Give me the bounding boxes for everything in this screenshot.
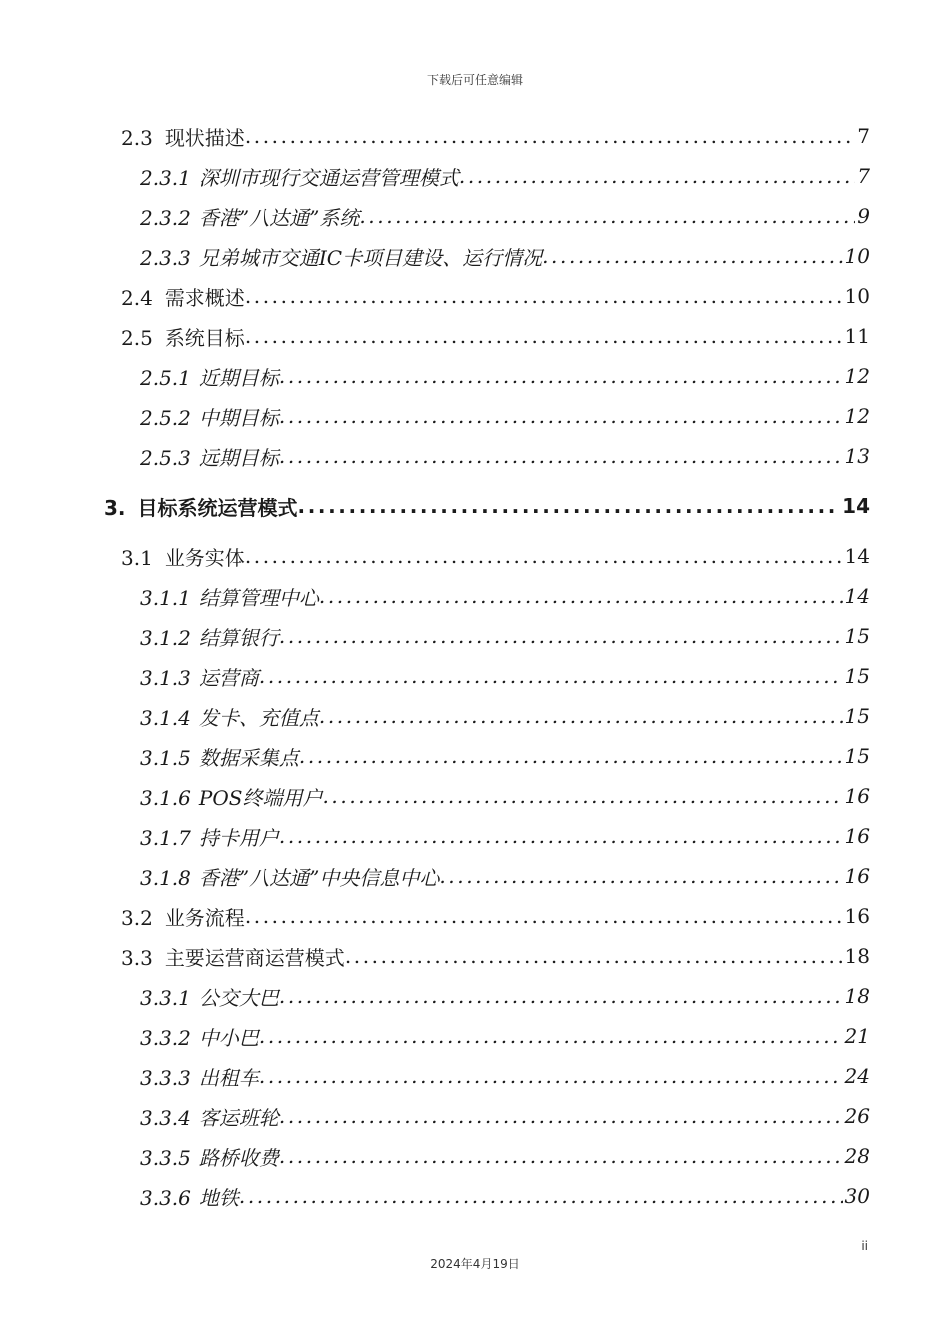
toc-entry[interactable] [121, 116, 870, 156]
toc-dot-leader [245, 284, 843, 308]
toc-entry-page: 14 [844, 584, 870, 608]
toc-dot-leader [279, 1144, 843, 1168]
toc-entry-number: 3.1.2 [140, 625, 191, 650]
toc-entry-number: 3.1.7 [140, 825, 191, 850]
toc-entry-label: 中小巴 [198, 1025, 259, 1050]
toc-entry[interactable] [140, 156, 870, 196]
toc-entry-title [140, 242, 542, 271]
toc-dot-leader [279, 984, 843, 1008]
toc-entry-number: 2.5.3 [140, 445, 191, 470]
toc-entry[interactable] [140, 576, 870, 616]
toc-entry-label: 香港”八达通”系统 [198, 205, 360, 230]
toc-entry-title [121, 122, 245, 151]
toc-entry-number: 2.3 [121, 125, 153, 150]
toc-dot-leader [542, 244, 842, 268]
toc-entry-title [140, 782, 322, 811]
toc-entry-number: 2.3.3 [140, 245, 191, 270]
toc-entry-label: 发卡、充值点 [198, 705, 319, 730]
toc-entry-title [140, 622, 279, 651]
toc-entry[interactable] [140, 196, 870, 236]
toc-entry-page: 11 [844, 324, 870, 348]
toc-entry-number: 2.3.2 [140, 205, 191, 230]
toc-entry-label: POS终端用户 [198, 785, 323, 810]
toc-entry-number: 3.1.8 [140, 865, 191, 890]
toc-entry-page: 9 [857, 204, 870, 228]
toc-entry[interactable] [140, 856, 870, 896]
toc-entry[interactable] [140, 236, 870, 276]
toc-entry[interactable] [121, 936, 870, 976]
toc-entry-title [140, 362, 279, 391]
toc-entry-page: 16 [844, 784, 870, 808]
toc-entry-title [140, 582, 319, 611]
toc-dot-leader [245, 544, 843, 568]
toc-entry-label: 近期目标 [198, 365, 279, 390]
toc-dot-leader [279, 404, 843, 428]
toc-entry-title [140, 1062, 259, 1091]
toc-entry-page: 16 [844, 904, 870, 928]
toc-entry-page: 7 [857, 124, 870, 148]
toc-entry[interactable] [140, 656, 870, 696]
toc-dot-leader [259, 664, 843, 688]
toc-entry-number: 3.3.3 [140, 1065, 191, 1090]
toc-entry-page: 15 [844, 744, 870, 768]
toc-entry-page: 14 [842, 494, 870, 518]
toc-entry-number: 2.5.1 [140, 365, 191, 390]
toc-entry-label: 系统目标 [164, 325, 245, 350]
toc-dot-leader [245, 324, 843, 348]
toc-entry-title [140, 662, 259, 691]
toc-dot-leader [345, 944, 843, 968]
toc-entry-page: 15 [844, 624, 870, 648]
toc-dot-leader [322, 784, 842, 808]
toc-entry-title [140, 162, 459, 191]
toc-entry-title [121, 322, 245, 351]
toc-dot-leader [319, 584, 843, 608]
page-number: ii [861, 1239, 868, 1253]
toc-dot-leader [298, 494, 841, 518]
toc-entry-page: 16 [844, 824, 870, 848]
toc-entry-page: 7 [857, 164, 870, 188]
toc-dot-leader [319, 704, 843, 728]
toc-entry-number: 2.3.1 [140, 165, 191, 190]
toc-entry[interactable] [140, 1176, 870, 1216]
toc-entry-number: 3.1.3 [140, 665, 191, 690]
toc-entry-number: 2.5.2 [140, 405, 191, 430]
toc-entry[interactable] [140, 1096, 870, 1136]
toc-entry-label: 中期目标 [198, 405, 279, 430]
toc-entry-label: 深圳市现行交通运营管理模式 [198, 165, 459, 190]
toc-entry-page: 26 [844, 1104, 870, 1128]
toc-entry-number: 3.3.5 [140, 1145, 191, 1170]
toc-entry-page: 16 [844, 864, 870, 888]
toc-entry-title [140, 442, 279, 471]
toc-entry[interactable] [140, 736, 870, 776]
toc-entry-page: 15 [844, 664, 870, 688]
toc-entry-page: 18 [844, 984, 870, 1008]
toc-dot-leader [279, 824, 843, 848]
toc-entry-page: 10 [844, 244, 870, 268]
toc-entry-page: 21 [844, 1024, 870, 1048]
toc-entry-label: 出租车 [198, 1065, 259, 1090]
toc-entry[interactable] [104, 486, 870, 526]
toc-entry-title [121, 282, 245, 311]
toc-dot-leader [279, 1104, 843, 1128]
toc-entry-label: 持卡用户 [198, 825, 279, 850]
toc-dot-leader [279, 624, 843, 648]
toc-entry[interactable] [140, 1136, 870, 1176]
toc-entry-page: 15 [844, 704, 870, 728]
toc-entry-label: 业务实体 [164, 545, 245, 570]
toc-entry-number: 3.2 [121, 905, 153, 930]
toc-entry-title [140, 822, 279, 851]
toc-dot-leader [259, 1064, 843, 1088]
toc-dot-leader [439, 864, 842, 888]
toc-entry-number: 3.1 [121, 545, 153, 570]
toc-entry-title [140, 1022, 259, 1051]
toc-dot-leader [459, 164, 855, 188]
toc-entry[interactable] [140, 356, 870, 396]
toc-entry-label: 结算管理中心 [198, 585, 319, 610]
toc-entry-page: 12 [844, 404, 870, 428]
toc-entry-page: 30 [844, 1184, 870, 1208]
toc-entry-page: 18 [844, 944, 870, 968]
toc-entry-label: 结算银行 [198, 625, 279, 650]
toc-dot-leader [359, 204, 855, 228]
toc-entry-title [104, 492, 298, 521]
page-footer-date: 2024年4月19日 [430, 1257, 520, 1271]
toc-entry-title [140, 1142, 279, 1171]
toc-entry-title [140, 982, 279, 1011]
toc-entry[interactable] [121, 276, 870, 316]
toc-entry-label: 远期目标 [198, 445, 279, 470]
toc-entry-label: 客运班轮 [198, 1105, 279, 1130]
page-header: 下载后可任意编辑 [426, 73, 523, 87]
toc-entry-number: 3.3.4 [140, 1105, 191, 1130]
toc-entry-title [140, 742, 299, 771]
toc-entry-title [121, 902, 245, 931]
toc-dot-leader [239, 1184, 843, 1208]
toc-entry-number: 3.3 [121, 945, 153, 970]
toc-entry-label: 公交大巴 [198, 985, 279, 1010]
toc-entry-number: 3.1.5 [140, 745, 191, 770]
toc-entry-number: 3.3.2 [140, 1025, 191, 1050]
toc-entry-page: 10 [844, 284, 870, 308]
toc-entry-label: 地铁 [198, 1185, 239, 1210]
toc-entry-number: 3.1.1 [140, 585, 191, 610]
toc-entry-label: 主要运营商运营模式 [164, 945, 345, 970]
toc-entry-number: 3.1.6 [140, 785, 191, 810]
toc-entry-title [121, 942, 345, 971]
toc-entry[interactable] [121, 316, 870, 356]
toc-entry-label: 需求概述 [164, 285, 245, 310]
toc-entry-number: 3. [104, 495, 126, 520]
toc-entry-page: 28 [844, 1144, 870, 1168]
toc-entry-page: 24 [844, 1064, 870, 1088]
toc-entry-title [140, 862, 439, 891]
toc-entry-number: 2.4 [121, 285, 153, 310]
toc-entry-title [121, 542, 245, 571]
toc-entry[interactable] [140, 976, 870, 1016]
toc-entry-label: 目标系统运营模式 [137, 495, 298, 520]
toc-entry[interactable] [140, 1056, 870, 1096]
toc-entry-title [140, 1102, 279, 1131]
toc-entry-label: 业务流程 [164, 905, 245, 930]
toc-entry-title [140, 402, 279, 431]
toc-entry[interactable] [140, 816, 870, 856]
toc-entry-title [140, 702, 319, 731]
toc-dot-leader [299, 744, 843, 768]
toc-entry-title [140, 202, 359, 231]
toc-entry-page: 13 [844, 444, 870, 468]
toc-entry-label: 运营商 [198, 665, 259, 690]
toc-entry[interactable] [140, 776, 870, 816]
toc-entry[interactable] [140, 616, 870, 656]
toc-entry-page: 14 [844, 544, 870, 568]
toc-entry[interactable] [121, 896, 870, 936]
toc-entry[interactable] [140, 1016, 870, 1056]
toc-dot-leader [245, 124, 855, 148]
toc-dot-leader [259, 1024, 843, 1048]
toc-dot-leader [279, 364, 843, 388]
toc-entry-number: 3.3.1 [140, 985, 191, 1010]
toc-entry-number: 3.1.4 [140, 705, 191, 730]
toc-entry[interactable] [121, 536, 870, 576]
toc-entry-title [140, 1182, 239, 1211]
toc-entry-label: 香港”八达通”中央信息中心 [198, 865, 440, 890]
toc-entry-number: 3.3.6 [140, 1185, 191, 1210]
toc-entry-label: 兄弟城市交通IC卡项目建设、运行情况 [198, 245, 543, 270]
toc-entry-page: 12 [844, 364, 870, 388]
toc-entry-number: 2.5 [121, 325, 153, 350]
toc-dot-leader [279, 444, 843, 468]
toc-entry-label: 数据采集点 [198, 745, 299, 770]
toc-entry[interactable] [140, 696, 870, 736]
toc-dot-leader [245, 904, 843, 928]
toc-entry[interactable] [140, 436, 870, 476]
toc-entry[interactable] [140, 396, 870, 436]
toc-entry-label: 现状描述 [164, 125, 245, 150]
toc-entry-label: 路桥收费 [198, 1145, 279, 1170]
